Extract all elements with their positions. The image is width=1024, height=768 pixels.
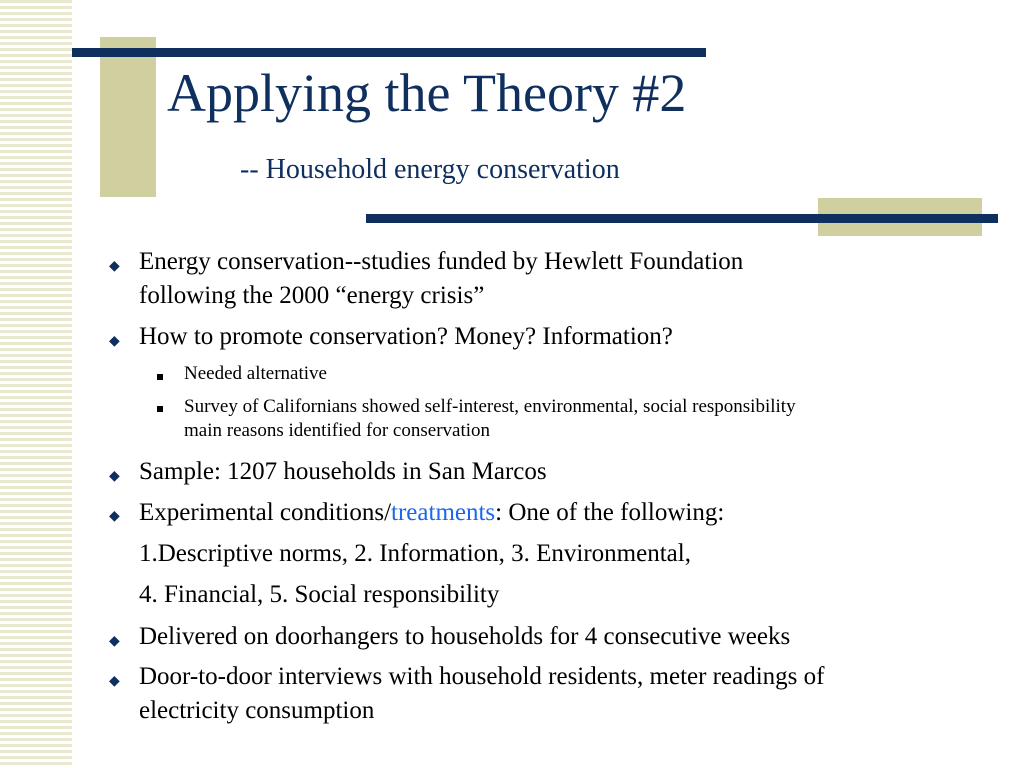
square-bullet-icon <box>157 374 163 380</box>
bullet-text: following the 2000 “energy crisis” <box>139 282 485 309</box>
diamond-bullet-icon: ◆ <box>109 674 120 689</box>
bullet-text: : One of the following: <box>495 499 725 526</box>
bullet-text: Energy conservation--studies funded by Hewlett Foundation <box>139 248 744 275</box>
diamond-bullet-icon: ◆ <box>109 469 120 484</box>
bullet-text: Sample: 1207 households in San Marcos <box>139 458 547 485</box>
bullet-item-4 <box>139 496 724 530</box>
bullet-text: Experimental conditions/ <box>139 499 392 526</box>
slide-title: Applying the Theory #2 <box>167 63 687 123</box>
bullet-item-6 <box>139 660 824 728</box>
treatments-link[interactable]: treatments <box>391 499 496 526</box>
bullet-text: How to promote conservation? Money? Information? <box>139 323 673 350</box>
diamond-bullet-icon: ◆ <box>109 509 120 524</box>
bullet-item-5 <box>139 620 790 654</box>
sub-bullet-item-2 <box>184 395 796 443</box>
bullet-item-3 <box>139 455 547 489</box>
diamond-bullet-icon: ◆ <box>109 259 120 274</box>
continuation-line-2: 4. Financial, 5. Social responsibility <box>139 581 500 608</box>
bullet-text: Delivered on doorhangers to households for 4 consecutive weeks <box>139 623 791 650</box>
diamond-bullet-icon: ◆ <box>109 634 120 649</box>
bullet-item-2 <box>139 320 673 354</box>
sub-bullet-text: Needed alternative <box>184 363 327 384</box>
sub-bullet-text: Survey of Californians showed self-interest, environmental, social responsibility <box>184 396 796 417</box>
sub-bullet-text: main reasons identified for conservation <box>184 420 491 441</box>
diamond-bullet-icon: ◆ <box>109 334 120 349</box>
bullet-item-1 <box>139 245 743 313</box>
bullet-text: Door-to-door interviews with household residents, meter readings of <box>139 663 825 690</box>
sub-bullet-item-1 <box>184 362 327 386</box>
continuation-line-1: 1.Descriptive norms, 2. Information, 3. Environmental, <box>139 540 691 567</box>
square-bullet-icon <box>157 406 163 412</box>
bullet-text: electricity consumption <box>139 697 375 724</box>
slide-subtitle: -- Household energy conservation <box>240 154 620 185</box>
